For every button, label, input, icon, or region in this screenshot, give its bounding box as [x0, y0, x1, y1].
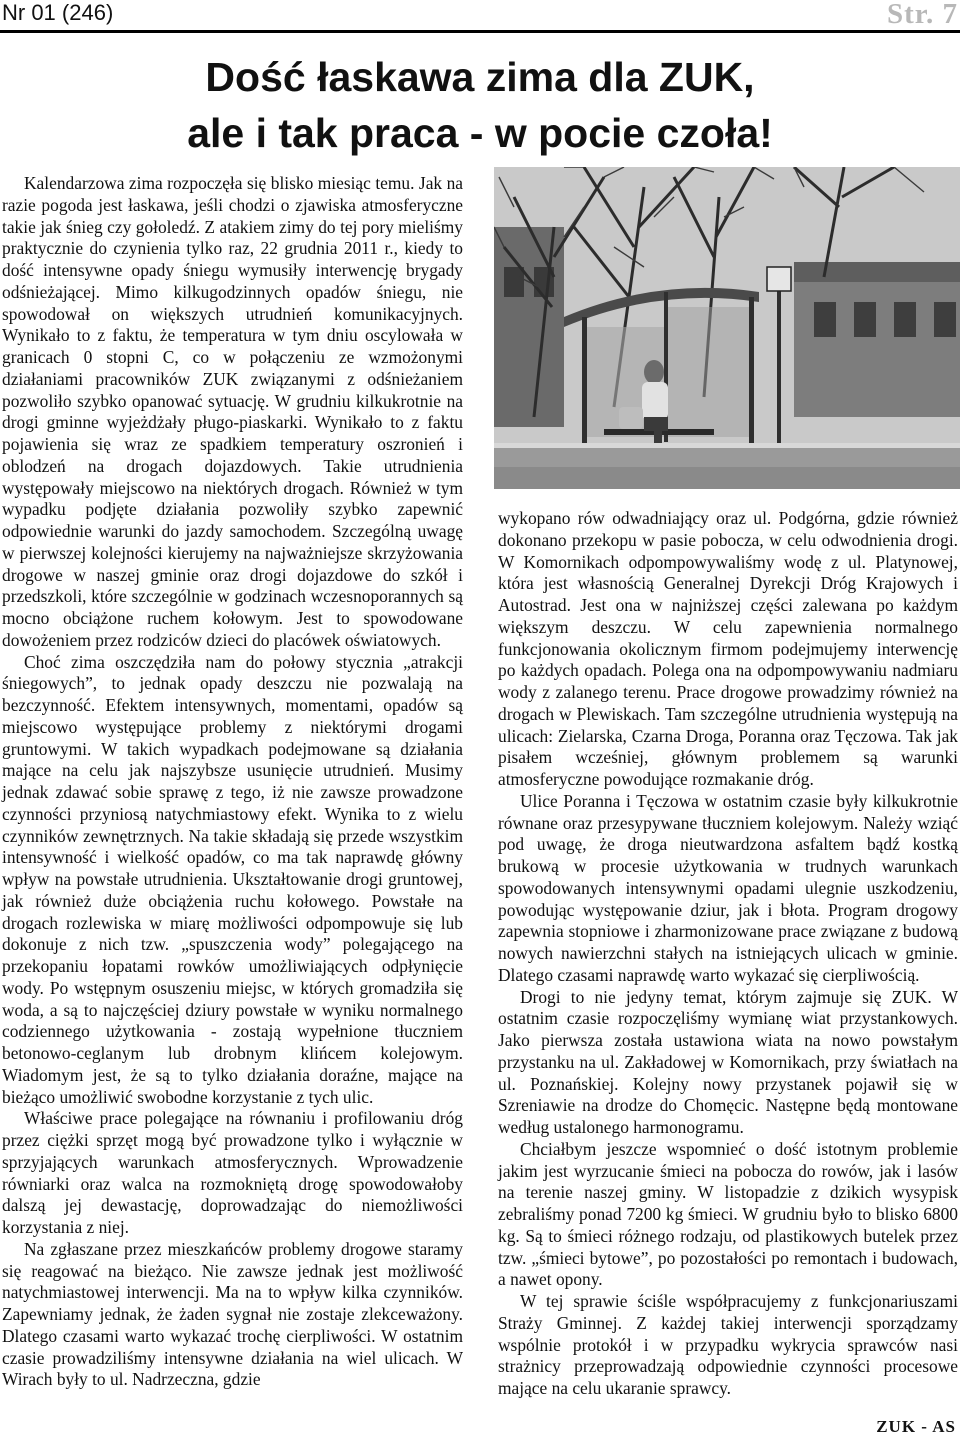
issue-number: Nr 01 (246): [2, 0, 114, 25]
paragraph: Drogi to nie jedyny temat, którym zajmuje się ZUK. W ostatnim czasie rozpoczęliśmy wymianę wiat przystankowych. Jako pierwsza została ustawiona wiata na nowo powstałym przystanku na ul. Zakładowej w Komornikach, przy światłach na ul. Poznańskiej. Kolejny nowy przystanek pojawił się w Szreniawie na drodze do Chomęcic. Następne będą montowane według ustalonego harmonogramu.: [498, 986, 958, 1137]
paragraph: Właściwe prace polegające na równaniu i profilowaniu dróg przez ciężki sprzęt mogą być prowadzone tylko i wyłącznie w sprzyjających warunkach atmosferycznych. Wprowadzenie równiarki oraz walca na rozmokniętą drogę spowodowałoby dalszą jej dewastację, doprowadzając do niemożliwości korzystania z niej.: [2, 1108, 463, 1237]
author-signature: ZUK - AS: [876, 1417, 956, 1436]
article-column-left: [2, 173, 463, 1391]
paragraph: Ulice Poranna i Tęczowa w ostatnim czasie były kilkukrotnie równane oraz przesypywane tłuczniem kolejowym. Należy wziąć pod uwagę, że droga nieutwardzona asfaltem bądź kostką brukową w procesie użytkowania w trudnych warunkach spowodowanych intensywnymi opadami ulegnie uszkodzeniu, powodując występowanie dziur, jak i błota. Program drogowy zapewnia stopniowe i zharmonizowane prace związane z budową nowych nawierzchni stałych na istniejących ulicach w gminie. Dlatego czasami naprawdę warto wykazać się cierpliwością.: [498, 790, 958, 985]
paragraph: Na zgłaszane przez mieszkańców problemy drogowe staramy się reagować na bieżąco. Nie zawsze jednak jest możliwość natychmiastowej interwencji. Ma na to wpływ kilka czynników. Zapewniamy jednak, że żaden sygnał nie zostaje zlekceważony. Dlatego czasami warto wykazać trochę cierpliwości. W ostatnim czasie prowadziliśmy intensywne działania na wiel ulicach. W Wirach były to ul. Nadrzeczna, gdzie: [2, 1238, 463, 1390]
paragraph: Chciałbym jeszcze wspomnieć o dość istotnym problemie jakim jest wyrzucanie śmieci na pobocza do rowów, jak i lasów na terenie naszej gminy. W listopadzie z dzikich wysypisk zebraliśmy ponad 7200 kg śmieci. W grudniu było to blisko 6800 kg. Są to śmieci różnego rodzaju, od plastikowych butelek przez tzw. „śmieci bytowe”, po pozostałości po remontach i budowach, a nawet opony.: [498, 1138, 958, 1290]
article-column-right: [498, 508, 958, 1400]
headline-line-1: Dość łaskawa zima dla ZUK,: [205, 54, 755, 100]
headline-line-2: ale i tak praca - w pocie czoła!: [187, 110, 773, 156]
paragraph: Choć zima oszczędziła nam do połowy stycznia „atrakcji śniegowych”, to jednak opady deszczu nie pozwalają na bezczynność. Efektem intensywnych, momentami, opadów są miejscowo występujące problemy z niektórymi drogami gruntowymi. W takich wypadkach podejmowane są działania mające na celu jak najszybsze usunięcie utrudnień. Musimy jednak zdawać sobie sprawę z tego, iż nie zawsze prowadzone czynności przyniosą natychmiastowy efekt. Wynika to z wielu czynników zewnętrznych. Na takie składają się przede wszystkim intensywność i wielkość opadów, co ma tak naprawdę główny wpływ na powstałe utrudnienia. Ukształtowanie drogi gruntowej, jak również duże obciążenia ruchu kołowego. Powstałe na drogach rozlewiska w miarę możliwości odpompowuje się lub dokonuje z nich tzw. „spuszczenia wody” polegającego na przekopaniu łopatami rowków umożliwiających odpłynięcie wody. Po wstępnym osuszeniu miejsc, w których gromadziła się woda, a są to najczęściej dziury powstałe w wyniku normalnego codziennego użytkowania - zostają wypełnione tłuczniem betonowo-ceglanym lub drobnym klińcem kolejowym. Wiadomym jest, że są to tylko działania doraźne, mające na bieżąco umożliwić swobodne korzystanie z tych ulic.: [2, 651, 463, 1107]
header-rule: [0, 30, 960, 33]
page-number: Str. 7: [887, 0, 958, 30]
photo-drawing: [494, 167, 960, 489]
paragraph: W tej sprawie ściśle współpracujemy z funkcjonariuszami Straży Gminnej. Z każdej takiej interwencji sporządzamy wspólnie protokół i w przypadku wykrycia sprawców nasi strażnicy przeprowadzają odpowiednie czynności procesowe mające na celu ukaranie sprawcy.: [498, 1291, 958, 1398]
paragraph: wykopano rów odwadniający oraz ul. Podgórna, gdzie również dokonano przekopu w pasie pobocza, w celu odwodnienia drogi. W Komornikach odpompowywaliśmy wodę z ul. Platynowej, która jest własnością Generalnej Dyrekcji Dróg Krajowych i Autostrad. Jest ona w najniższej części zalewana po każdym większym deszczu. W celu zapewnienia normalnego funkcjonowania okolicznym firmom podejmujemy interwencję po każdych opadach. Polega ona na odpompowywaniu nadmiaru wody z zalanego terenu. Prace drogowe prowadzimy również na drogach w Plewiskach. Tam szczególne utrudnienia występują na ulicach: Zielarska, Czarna Droga, Poranna oraz Tęczowa. Tak jak pisałem wcześniej, głównym problemem są warunki atmosferyczne powodujące rozmakanie dróg.: [498, 508, 958, 789]
bus-stop-photo: [494, 167, 960, 489]
paragraph: Kalendarzowa zima rozpoczęła się blisko miesiąc temu. Jak na razie pogoda jest łaskawa, jeśli chodzi o zjawiska atmosferyczne takie jak śnieg czy gołoledź. Z atakiem zimy do tej pory mieliśmy praktycznie do czynienia tylko raz, 22 grudnia 2011 r., kiedy to dość intensywne opady śniegu wymusiły interwencję brygady odśnieżającej. Mimo kilkugodzinnych opadów śniegu, nie spowodował on większych utrudnień komunikacyjnych. Wynikało to z faktu, że temperatura w tym dniu oscylowała w granicach 0 stopni C, co w połączeniu ze wzmożonymi działaniami pracowników ZUK związanymi z odśnieżaniem pozwoliło szybko opanować sytuację. W grudniu kilkukrotnie na drogi gminne wyjeżdżały pługo-piaskarki. Wynikało to z faktu pojawienia się wraz ze spadkiem temperatury oszronień i oblodzeń na drogach dojazdowych. Takie utrudnienia występowały miejscowo na niektórych drogach. Również w tym wypadku podjęte działania pozwoliły szybko zapewnić odpowiednie warunki do jazdy samochodem. Szczególną uwagę w pierwszej kolejności kierujemy na najważniejsze skrzyżowania drogowe w naszej gminie oraz drogi dojazdowe do szkół i przedszkoli, które szczególnie w godzinach wczesnoporannych są mocno obciążone ruchem kołowym. Jest to spowodowane dowożeniem przez rodziców dzieci do placówek oświatowych.: [2, 173, 463, 650]
